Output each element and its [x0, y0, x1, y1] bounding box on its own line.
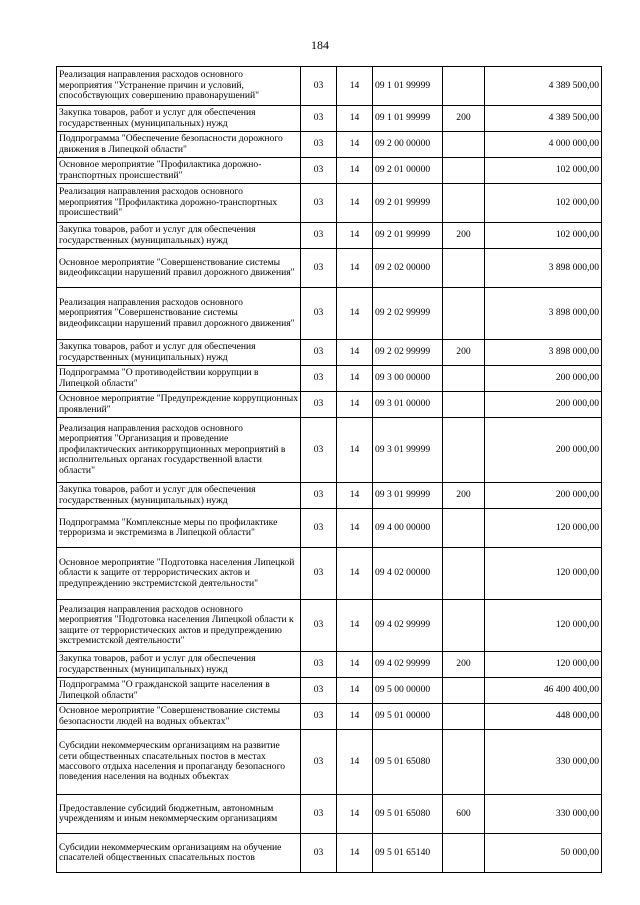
row-amount-cell: 120 000,00 [485, 509, 602, 548]
row-subsection-cell: 14 [337, 704, 373, 730]
row-target-article-cell: 09 3 01 99999 [373, 483, 443, 509]
row-expense-type-cell [443, 600, 485, 652]
table-row [57, 158, 602, 184]
row-expense-type-cell [443, 509, 485, 548]
table-row [57, 223, 602, 249]
row-section-cell: 03 [301, 288, 337, 340]
row-subsection-cell: 14 [337, 834, 373, 873]
row-name-cell: Подпрограмма "О гражданской защите населения в Липецкой области" [57, 678, 301, 704]
row-section-cell: 03 [301, 834, 337, 873]
row-target-article-cell: 09 2 02 99999 [373, 340, 443, 366]
row-subsection-cell: 14 [337, 184, 373, 223]
row-target-article-cell: 09 2 01 99999 [373, 184, 443, 223]
row-subsection-cell: 14 [337, 249, 373, 288]
row-subsection-cell: 14 [337, 418, 373, 483]
row-amount-cell: 200 000,00 [485, 418, 602, 483]
row-subsection-cell: 14 [337, 678, 373, 704]
row-subsection-cell: 14 [337, 366, 373, 392]
table-row [57, 366, 602, 392]
row-expense-type-cell [443, 834, 485, 873]
row-expense-type-cell: 600 [443, 795, 485, 834]
table-row [57, 184, 602, 223]
row-expense-type-cell [443, 730, 485, 795]
row-section-cell: 03 [301, 106, 337, 132]
row-amount-cell: 102 000,00 [485, 158, 602, 184]
row-target-article-cell: 09 5 01 65080 [373, 795, 443, 834]
row-amount-cell: 200 000,00 [485, 366, 602, 392]
row-amount-cell: 120 000,00 [485, 600, 602, 652]
row-subsection-cell: 14 [337, 392, 373, 418]
row-target-article-cell: 09 3 00 00000 [373, 366, 443, 392]
row-amount-cell: 4 000 000,00 [485, 132, 602, 158]
row-name-cell: Предоставление субсидий бюджетным, автономным учреждениям и иным некоммерческим организациям [57, 795, 301, 834]
row-target-article-cell: 09 2 02 99999 [373, 288, 443, 340]
row-section-cell: 03 [301, 548, 337, 600]
budget-table-body [57, 67, 602, 873]
row-target-article-cell: 09 4 02 99999 [373, 600, 443, 652]
row-expense-type-cell [443, 184, 485, 223]
row-subsection-cell: 14 [337, 158, 373, 184]
table-row [57, 483, 602, 509]
row-amount-cell: 102 000,00 [485, 184, 602, 223]
row-section-cell: 03 [301, 509, 337, 548]
row-section-cell: 03 [301, 392, 337, 418]
row-section-cell: 03 [301, 340, 337, 366]
row-name-cell: Реализация направления расходов основного мероприятия "Устранение причин и условий, способствующих совершению правонарушений" [57, 67, 301, 106]
row-target-article-cell: 09 5 00 00000 [373, 678, 443, 704]
table-row [57, 834, 602, 873]
table-row [57, 418, 602, 483]
row-amount-cell: 120 000,00 [485, 652, 602, 678]
row-target-article-cell: 09 3 01 99999 [373, 418, 443, 483]
table-row [57, 652, 602, 678]
row-name-cell: Основное мероприятие "Профилактика дорожно-транспортных происшествий" [57, 158, 301, 184]
row-amount-cell: 46 400 400,00 [485, 678, 602, 704]
row-subsection-cell: 14 [337, 730, 373, 795]
row-name-cell: Подпрограмма "Обеспечение безопасности дорожного движения в Липецкой области" [57, 132, 301, 158]
row-name-cell: Закупка товаров, работ и услуг для обеспечения государственных (муниципальных) нужд [57, 106, 301, 132]
row-subsection-cell: 14 [337, 652, 373, 678]
row-name-cell: Реализация направления расходов основного мероприятия "Подготовка населения Липецкой области к защите от террористических актов и предупреждению экстремистской деятельности" [57, 600, 301, 652]
row-expense-type-cell [443, 158, 485, 184]
row-target-article-cell: 09 4 02 00000 [373, 548, 443, 600]
table-row [57, 106, 602, 132]
row-amount-cell: 330 000,00 [485, 795, 602, 834]
table-row [57, 548, 602, 600]
row-section-cell: 03 [301, 158, 337, 184]
row-subsection-cell: 14 [337, 548, 373, 600]
row-section-cell: 03 [301, 483, 337, 509]
row-expense-type-cell [443, 678, 485, 704]
row-subsection-cell: 14 [337, 223, 373, 249]
row-amount-cell: 330 000,00 [485, 730, 602, 795]
row-subsection-cell: 14 [337, 132, 373, 158]
row-name-cell: Реализация направления расходов основного мероприятия "Совершенствование системы видеофиксации нарушений правил дорожного движения" [57, 288, 301, 340]
row-amount-cell: 3 898 000,00 [485, 288, 602, 340]
row-subsection-cell: 14 [337, 795, 373, 834]
table-row [57, 678, 602, 704]
row-amount-cell: 3 898 000,00 [485, 249, 602, 288]
row-subsection-cell: 14 [337, 340, 373, 366]
row-target-article-cell: 09 5 01 65080 [373, 730, 443, 795]
row-section-cell: 03 [301, 418, 337, 483]
row-subsection-cell: 14 [337, 106, 373, 132]
row-subsection-cell: 14 [337, 67, 373, 106]
row-section-cell: 03 [301, 249, 337, 288]
table-row [57, 288, 602, 340]
row-amount-cell: 3 898 000,00 [485, 340, 602, 366]
row-target-article-cell: 09 4 00 00000 [373, 509, 443, 548]
row-subsection-cell: 14 [337, 288, 373, 340]
row-amount-cell: 120 000,00 [485, 548, 602, 600]
row-expense-type-cell [443, 67, 485, 106]
row-section-cell: 03 [301, 184, 337, 223]
row-section-cell: 03 [301, 678, 337, 704]
row-name-cell: Закупка товаров, работ и услуг для обеспечения государственных (муниципальных) нужд [57, 223, 301, 249]
row-subsection-cell: 14 [337, 483, 373, 509]
table-row [57, 509, 602, 548]
row-name-cell: Реализация направления расходов основного мероприятия "Организация и проведение профилактических антикоррупционных мероприятий в исполнительных органах государственной власти области" [57, 418, 301, 483]
row-target-article-cell: 09 2 01 99999 [373, 223, 443, 249]
row-expense-type-cell [443, 392, 485, 418]
row-name-cell: Подпрограмма "О противодействии коррупции в Липецкой области" [57, 366, 301, 392]
row-expense-type-cell [443, 249, 485, 288]
row-name-cell: Закупка товаров, работ и услуг для обеспечения государственных (муниципальных) нужд [57, 483, 301, 509]
table-row [57, 704, 602, 730]
row-name-cell: Основное мероприятие "Подготовка населения Липецкой области к защите от террористических актов и предупреждению экстремистской деятельности" [57, 548, 301, 600]
row-section-cell: 03 [301, 366, 337, 392]
row-amount-cell: 200 000,00 [485, 392, 602, 418]
row-target-article-cell: 09 1 01 99999 [373, 106, 443, 132]
row-target-article-cell: 09 1 01 99999 [373, 67, 443, 106]
row-section-cell: 03 [301, 730, 337, 795]
row-subsection-cell: 14 [337, 509, 373, 548]
row-target-article-cell: 09 2 01 00000 [373, 158, 443, 184]
row-amount-cell: 50 000,00 [485, 834, 602, 873]
row-expense-type-cell [443, 132, 485, 158]
row-section-cell: 03 [301, 132, 337, 158]
row-amount-cell: 4 389 500,00 [485, 67, 602, 106]
row-amount-cell: 200 000,00 [485, 483, 602, 509]
row-expense-type-cell [443, 288, 485, 340]
row-expense-type-cell [443, 418, 485, 483]
row-name-cell: Закупка товаров, работ и услуг для обеспечения государственных (муниципальных) нужд [57, 340, 301, 366]
table-row [57, 600, 602, 652]
row-subsection-cell: 14 [337, 600, 373, 652]
row-amount-cell: 102 000,00 [485, 223, 602, 249]
row-expense-type-cell: 200 [443, 223, 485, 249]
table-row [57, 392, 602, 418]
row-name-cell: Субсидии некоммерческим организациям на развитие сети общественных спасательных постов в местах массового отдыха населения и пропаганду безопасного поведения населения на водных объектах [57, 730, 301, 795]
row-expense-type-cell [443, 366, 485, 392]
row-target-article-cell: 09 5 01 00000 [373, 704, 443, 730]
row-expense-type-cell: 200 [443, 652, 485, 678]
row-section-cell: 03 [301, 600, 337, 652]
table-row [57, 249, 602, 288]
table-row [57, 340, 602, 366]
row-amount-cell: 4 389 500,00 [485, 106, 602, 132]
page-number: 184 [311, 38, 329, 52]
row-section-cell: 03 [301, 223, 337, 249]
table-row [57, 795, 602, 834]
row-name-cell: Реализация направления расходов основного мероприятия "Профилактика дорожно-транспортных происшествий" [57, 184, 301, 223]
row-name-cell: Основное мероприятие "Предупреждение коррупционных проявлений" [57, 392, 301, 418]
row-target-article-cell: 09 4 02 99999 [373, 652, 443, 678]
row-target-article-cell: 09 3 01 00000 [373, 392, 443, 418]
row-name-cell: Закупка товаров, работ и услуг для обеспечения государственных (муниципальных) нужд [57, 652, 301, 678]
row-name-cell: Подпрограмма "Комплексные меры по профилактике терроризма и экстремизма в Липецкой области" [57, 509, 301, 548]
row-section-cell: 03 [301, 704, 337, 730]
row-expense-type-cell: 200 [443, 483, 485, 509]
row-expense-type-cell [443, 704, 485, 730]
row-expense-type-cell: 200 [443, 340, 485, 366]
row-target-article-cell: 09 2 02 00000 [373, 249, 443, 288]
row-name-cell: Основное мероприятие "Совершенствование системы безопасности людей на водных объектах" [57, 704, 301, 730]
budget-table [56, 66, 602, 873]
row-name-cell: Основное мероприятие "Совершенствование системы видеофиксации нарушений правил дорожного движения" [57, 249, 301, 288]
table-row [57, 132, 602, 158]
row-amount-cell: 448 000,00 [485, 704, 602, 730]
row-section-cell: 03 [301, 652, 337, 678]
row-name-cell: Субсидии некоммерческим организациям на обучение спасателей общественных спасательных постов [57, 834, 301, 873]
table-row [57, 67, 602, 106]
row-section-cell: 03 [301, 795, 337, 834]
row-expense-type-cell [443, 548, 485, 600]
row-expense-type-cell: 200 [443, 106, 485, 132]
row-target-article-cell: 09 5 01 65140 [373, 834, 443, 873]
row-section-cell: 03 [301, 67, 337, 106]
table-row [57, 730, 602, 795]
row-target-article-cell: 09 2 00 00000 [373, 132, 443, 158]
